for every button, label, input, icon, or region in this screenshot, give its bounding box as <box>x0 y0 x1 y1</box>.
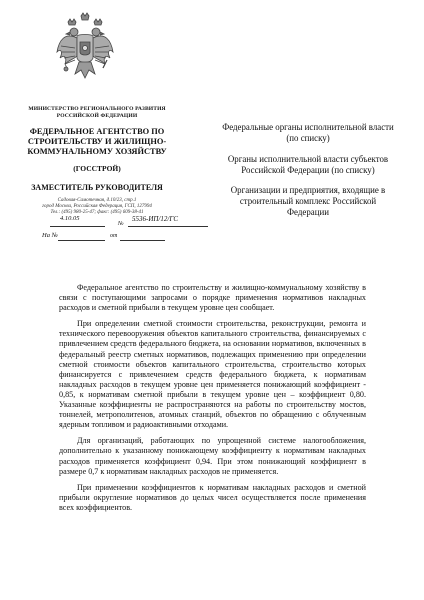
letterhead <box>22 106 172 216</box>
reference-line <box>40 230 190 242</box>
contact-phones: Тел.: (495) 980-25-47; факс: (495) 609-38-41 <box>50 210 144 215</box>
ministry-name: МИНИСТЕРСТВО РЕГИОНАЛЬНОГО РАЗВИТИЯ РОССИЙСКОЙ ФЕДЕРАЦИИ <box>28 106 166 119</box>
body-paragraph-1: Федеральное агентство по строительству и жилищно-коммунальному хозяйству в связи с поступающими запросами о порядке применения нормативов накладных расходов и сметной прибыли в текущем уровне цен сообщает. <box>59 283 366 313</box>
address-line-2: город Москва, Российская Федерация, ГСП, 127994 <box>42 204 152 209</box>
address-line-1: Садовая-Самотечная, д.10/23, стр.1 <box>57 198 137 203</box>
body-paragraph-2: При определении сметной стоимости строительства, реконструкции, ремонта и технического перевооружения объектов капитального строительства, финансируемых с привлечением средств федерального бюджета, на основании нормативов, включенных в федеральный реестр сметных нормативов, подлежащих применению при определении сметной стоимости объектов капитального строительства, строительство которых финансируется с привлечением средств федерального бюджета, к нормативам накладных расходов в текущем уровне цен применяется понижающий коэффициент - 0,85, к нормативам сметной прибыли в текущем уровне цен – коэффициент 0,80. Указанные коэффициенты не распространяются на работы по строительству мостов, тоннелей, метрополитенов, атомных станций, объектов по обращению с облученным ядерным топливом и радиоактивными отходами. <box>59 319 366 430</box>
number-underline <box>128 226 208 227</box>
recipient-organizations: Организации и предприятия, входящие в строительный комплекс Российской Федерации <box>230 185 386 217</box>
document-number: 5536-ИП/12/ГС <box>132 215 178 223</box>
reference-underline <box>58 240 105 241</box>
body-paragraph-4: При применении коэффициентов к нормативам накладных расходов и сметной прибыли округление нормативов до целых чисел осуществляется после применения всех коэффициентов. <box>59 482 366 512</box>
registration-line <box>40 216 190 230</box>
address-block <box>22 198 172 216</box>
agency-abbreviation: (ГОССТРОЙ) <box>73 164 121 173</box>
recipients-block <box>218 122 398 228</box>
reference-date-underline <box>120 240 165 241</box>
number-label: № <box>118 221 124 227</box>
letter-body <box>59 283 366 519</box>
document-date: 4.10.05 <box>60 215 80 222</box>
coat-of-arms-emblem <box>55 12 115 88</box>
reference-from-label: от <box>110 233 118 239</box>
signatory-position: ЗАМЕСТИТЕЛЬ РУКОВОДИТЕЛЯ <box>31 183 163 192</box>
reference-label: На № <box>42 232 58 239</box>
recipient-regional: Органы исполнительной власти субъектов Российской Федерации (по списку) <box>227 153 389 175</box>
recipient-federal: Федеральные органы исполнительной власти (по списку) <box>222 122 394 143</box>
agency-name: ФЕДЕРАЛЬНОЕ АГЕНТСТВО ПО СТРОИТЕЛЬСТВУ И ЖИЛИЩНО-КОММУНАЛЬНОМУ ХОЗЯЙСТВУ <box>27 127 167 156</box>
date-underline <box>50 226 105 227</box>
body-paragraph-3: Для организаций, работающих по упрощенной системе налогообложения, дополнительно к указанному понижающему коэффициенту к нормативам накладных расходов применяется коэффициент 0,94. При этом понижающий коэффициент в размере 0,7 к нормативам накладных расходов не применяется. <box>59 436 366 476</box>
